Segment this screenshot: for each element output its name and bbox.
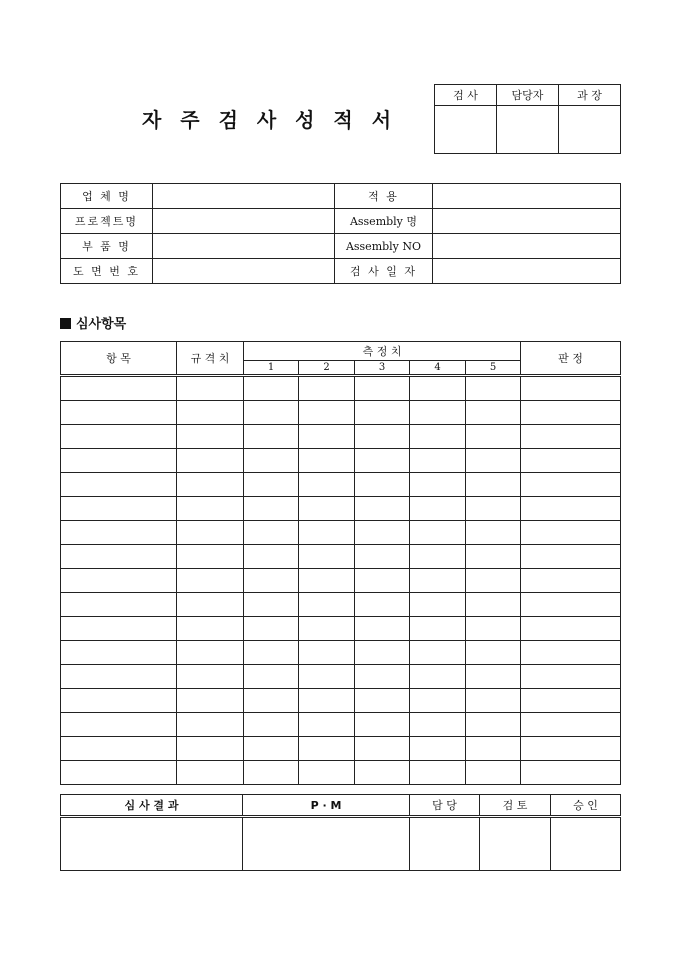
cell-judgement[interactable] <box>521 761 621 785</box>
cell-measure-3[interactable] <box>355 617 410 641</box>
cell-spec[interactable] <box>177 425 244 449</box>
cell-measure-3[interactable] <box>355 569 410 593</box>
table-row <box>61 401 621 425</box>
table-row <box>61 665 621 689</box>
cell-measure-5[interactable] <box>466 761 521 785</box>
value-part-name[interactable] <box>153 234 335 259</box>
value-pm[interactable] <box>243 817 410 871</box>
header-charge: 담 당 <box>410 795 480 817</box>
audit-items-table <box>60 341 621 785</box>
cell-measure-4[interactable] <box>410 617 466 641</box>
cell-spec[interactable] <box>177 593 244 617</box>
value-drawing-number[interactable] <box>153 259 335 284</box>
cell-item[interactable] <box>61 497 177 521</box>
table-row <box>61 761 621 785</box>
cell-item[interactable] <box>61 545 177 569</box>
cell-spec[interactable] <box>177 761 244 785</box>
cell-judgement[interactable] <box>521 449 621 473</box>
cell-measure-5[interactable] <box>466 665 521 689</box>
header-measure-1: 1 <box>244 361 299 376</box>
cell-judgement[interactable] <box>521 689 621 713</box>
cell-measure-4[interactable] <box>410 449 466 473</box>
cell-measure-1[interactable] <box>244 737 299 761</box>
cell-measure-2[interactable] <box>299 497 355 521</box>
cell-judgement[interactable] <box>521 737 621 761</box>
cell-measure-4[interactable] <box>410 665 466 689</box>
cell-judgement[interactable] <box>521 521 621 545</box>
cell-measure-5[interactable] <box>466 617 521 641</box>
value-charge[interactable] <box>410 817 480 871</box>
cell-judgement[interactable] <box>521 713 621 737</box>
cell-spec[interactable] <box>177 497 244 521</box>
label-project-name: 프로젝트명 <box>61 209 153 234</box>
cell-measure-4[interactable] <box>410 689 466 713</box>
cell-measure-2[interactable] <box>299 761 355 785</box>
cell-measure-4[interactable] <box>410 737 466 761</box>
approval-header-manager: 담당자 <box>497 85 559 106</box>
label-company-name: 업 체 명 <box>61 184 153 209</box>
cell-measure-5[interactable] <box>466 521 521 545</box>
cell-judgement[interactable] <box>521 545 621 569</box>
approval-sign-inspection[interactable] <box>435 106 497 154</box>
cell-measure-5[interactable] <box>466 569 521 593</box>
cell-measure-2[interactable] <box>299 376 355 401</box>
label-drawing-number: 도 면 번 호 <box>61 259 153 284</box>
document-title: 자 주 검 사 성 적 서 <box>142 108 398 132</box>
cell-measure-4[interactable] <box>410 401 466 425</box>
table-row <box>61 593 621 617</box>
approval-header-chief: 과 장 <box>559 85 621 106</box>
header-review: 검 토 <box>480 795 551 817</box>
cell-spec[interactable] <box>177 376 244 401</box>
value-assembly-no[interactable] <box>433 234 621 259</box>
cell-measure-5[interactable] <box>466 713 521 737</box>
cell-item[interactable] <box>61 521 177 545</box>
value-review[interactable] <box>480 817 551 871</box>
cell-measure-5[interactable] <box>466 641 521 665</box>
table-row <box>61 737 621 761</box>
cell-measure-3[interactable] <box>355 761 410 785</box>
header-measure-2: 2 <box>299 361 355 376</box>
cell-measure-2[interactable] <box>299 449 355 473</box>
header-item: 항 목 <box>61 342 177 376</box>
cell-item[interactable] <box>61 617 177 641</box>
table-row <box>61 689 621 713</box>
cell-measure-3[interactable] <box>355 545 410 569</box>
cell-item[interactable] <box>61 569 177 593</box>
cell-measure-2[interactable] <box>299 713 355 737</box>
cell-measure-5[interactable] <box>466 376 521 401</box>
cell-measure-4[interactable] <box>410 497 466 521</box>
value-inspection-date[interactable] <box>433 259 621 284</box>
cell-measure-5[interactable] <box>466 425 521 449</box>
table-row <box>61 545 621 569</box>
cell-item[interactable] <box>61 713 177 737</box>
cell-measure-1[interactable] <box>244 401 299 425</box>
header-spec: 규 격 치 <box>177 342 244 376</box>
cell-item[interactable] <box>61 761 177 785</box>
header-measure-5: 5 <box>466 361 521 376</box>
result-table <box>60 794 621 871</box>
table-row <box>61 425 621 449</box>
header-measurement: 측 정 치 <box>244 342 521 361</box>
table-row <box>61 569 621 593</box>
cell-judgement[interactable] <box>521 425 621 449</box>
cell-measure-3[interactable] <box>355 425 410 449</box>
table-row <box>61 617 621 641</box>
cell-spec[interactable] <box>177 737 244 761</box>
cell-measure-4[interactable] <box>410 473 466 497</box>
cell-measure-3[interactable] <box>355 401 410 425</box>
cell-measure-1[interactable] <box>244 689 299 713</box>
table-row <box>61 449 621 473</box>
table-row <box>61 521 621 545</box>
table-row <box>61 641 621 665</box>
cell-spec[interactable] <box>177 401 244 425</box>
square-bullet-icon <box>60 318 71 329</box>
cell-measure-2[interactable] <box>299 401 355 425</box>
cell-judgement[interactable] <box>521 641 621 665</box>
cell-item[interactable] <box>61 473 177 497</box>
cell-measure-3[interactable] <box>355 497 410 521</box>
cell-measure-2[interactable] <box>299 665 355 689</box>
cell-measure-3[interactable] <box>355 449 410 473</box>
cell-measure-1[interactable] <box>244 641 299 665</box>
cell-item[interactable] <box>61 449 177 473</box>
approval-sign-chief[interactable] <box>559 106 621 154</box>
section-heading <box>60 313 126 332</box>
cell-measure-4[interactable] <box>410 521 466 545</box>
info-table <box>60 183 621 284</box>
cell-measure-2[interactable] <box>299 521 355 545</box>
cell-measure-2[interactable] <box>299 545 355 569</box>
cell-measure-3[interactable] <box>355 593 410 617</box>
cell-item[interactable] <box>61 376 177 401</box>
cell-judgement[interactable] <box>521 401 621 425</box>
cell-measure-5[interactable] <box>466 449 521 473</box>
approval-sign-manager[interactable] <box>497 106 559 154</box>
cell-measure-1[interactable] <box>244 713 299 737</box>
cell-measure-2[interactable] <box>299 617 355 641</box>
cell-item[interactable] <box>61 425 177 449</box>
cell-item[interactable] <box>61 737 177 761</box>
cell-judgement[interactable] <box>521 665 621 689</box>
cell-measure-1[interactable] <box>244 449 299 473</box>
table-row <box>61 376 621 401</box>
cell-measure-4[interactable] <box>410 641 466 665</box>
table-row <box>61 473 621 497</box>
cell-measure-3[interactable] <box>355 689 410 713</box>
cell-measure-2[interactable] <box>299 569 355 593</box>
value-application[interactable] <box>433 184 621 209</box>
cell-measure-4[interactable] <box>410 545 466 569</box>
value-approve[interactable] <box>551 817 621 871</box>
cell-measure-1[interactable] <box>244 617 299 641</box>
cell-judgement[interactable] <box>521 497 621 521</box>
cell-spec[interactable] <box>177 689 244 713</box>
label-part-name: 부 품 명 <box>61 234 153 259</box>
label-inspection-date: 검 사 일 자 <box>335 259 433 284</box>
label-application: 적 용 <box>335 184 433 209</box>
cell-measure-1[interactable] <box>244 473 299 497</box>
cell-measure-1[interactable] <box>244 569 299 593</box>
value-project-name[interactable] <box>153 209 335 234</box>
cell-judgement[interactable] <box>521 376 621 401</box>
cell-spec[interactable] <box>177 521 244 545</box>
cell-spec[interactable] <box>177 641 244 665</box>
table-row <box>61 713 621 737</box>
cell-measure-5[interactable] <box>466 593 521 617</box>
cell-measure-1[interactable] <box>244 497 299 521</box>
cell-spec[interactable] <box>177 665 244 689</box>
cell-judgement[interactable] <box>521 593 621 617</box>
cell-item[interactable] <box>61 593 177 617</box>
header-measure-4: 4 <box>410 361 466 376</box>
cell-measure-2[interactable] <box>299 425 355 449</box>
header-approve: 승 인 <box>551 795 621 817</box>
cell-measure-4[interactable] <box>410 376 466 401</box>
value-assembly-name[interactable] <box>433 209 621 234</box>
cell-item[interactable] <box>61 689 177 713</box>
cell-measure-1[interactable] <box>244 593 299 617</box>
cell-spec[interactable] <box>177 545 244 569</box>
cell-measure-2[interactable] <box>299 473 355 497</box>
label-assembly-name: Assembly 명 <box>335 209 433 234</box>
header-audit-result: 심 사 결 과 <box>61 795 243 817</box>
cell-measure-4[interactable] <box>410 569 466 593</box>
cell-measure-2[interactable] <box>299 593 355 617</box>
header-measure-3: 3 <box>355 361 410 376</box>
approval-box <box>434 84 621 154</box>
cell-measure-5[interactable] <box>466 689 521 713</box>
cell-measure-1[interactable] <box>244 665 299 689</box>
cell-measure-5[interactable] <box>466 545 521 569</box>
cell-measure-3[interactable] <box>355 713 410 737</box>
cell-measure-1[interactable] <box>244 761 299 785</box>
cell-measure-5[interactable] <box>466 497 521 521</box>
cell-measure-4[interactable] <box>410 593 466 617</box>
cell-measure-1[interactable] <box>244 545 299 569</box>
header-pm: P · M <box>243 795 410 817</box>
section-heading-text: 심사항목 <box>76 317 127 332</box>
cell-item[interactable] <box>61 641 177 665</box>
cell-measure-4[interactable] <box>410 425 466 449</box>
cell-spec[interactable] <box>177 449 244 473</box>
cell-measure-5[interactable] <box>466 737 521 761</box>
cell-item[interactable] <box>61 665 177 689</box>
cell-measure-3[interactable] <box>355 641 410 665</box>
cell-measure-1[interactable] <box>244 425 299 449</box>
cell-measure-3[interactable] <box>355 737 410 761</box>
cell-measure-5[interactable] <box>466 473 521 497</box>
cell-measure-3[interactable] <box>355 665 410 689</box>
cell-judgement[interactable] <box>521 617 621 641</box>
cell-measure-4[interactable] <box>410 761 466 785</box>
cell-spec[interactable] <box>177 569 244 593</box>
value-audit-result[interactable] <box>61 817 243 871</box>
cell-spec[interactable] <box>177 617 244 641</box>
approval-header-inspection: 검 사 <box>435 85 497 106</box>
cell-measure-2[interactable] <box>299 641 355 665</box>
cell-measure-3[interactable] <box>355 473 410 497</box>
cell-measure-2[interactable] <box>299 689 355 713</box>
cell-measure-5[interactable] <box>466 401 521 425</box>
cell-measure-4[interactable] <box>410 713 466 737</box>
cell-measure-3[interactable] <box>355 521 410 545</box>
cell-spec[interactable] <box>177 473 244 497</box>
label-assembly-no: Assembly NO <box>335 234 433 259</box>
cell-measure-1[interactable] <box>244 521 299 545</box>
cell-measure-3[interactable] <box>355 376 410 401</box>
cell-measure-1[interactable] <box>244 376 299 401</box>
cell-spec[interactable] <box>177 713 244 737</box>
cell-judgement[interactable] <box>521 569 621 593</box>
header-judgement: 판 정 <box>521 342 621 376</box>
value-company-name[interactable] <box>153 184 335 209</box>
cell-item[interactable] <box>61 401 177 425</box>
table-row <box>61 497 621 521</box>
cell-measure-2[interactable] <box>299 737 355 761</box>
cell-judgement[interactable] <box>521 473 621 497</box>
